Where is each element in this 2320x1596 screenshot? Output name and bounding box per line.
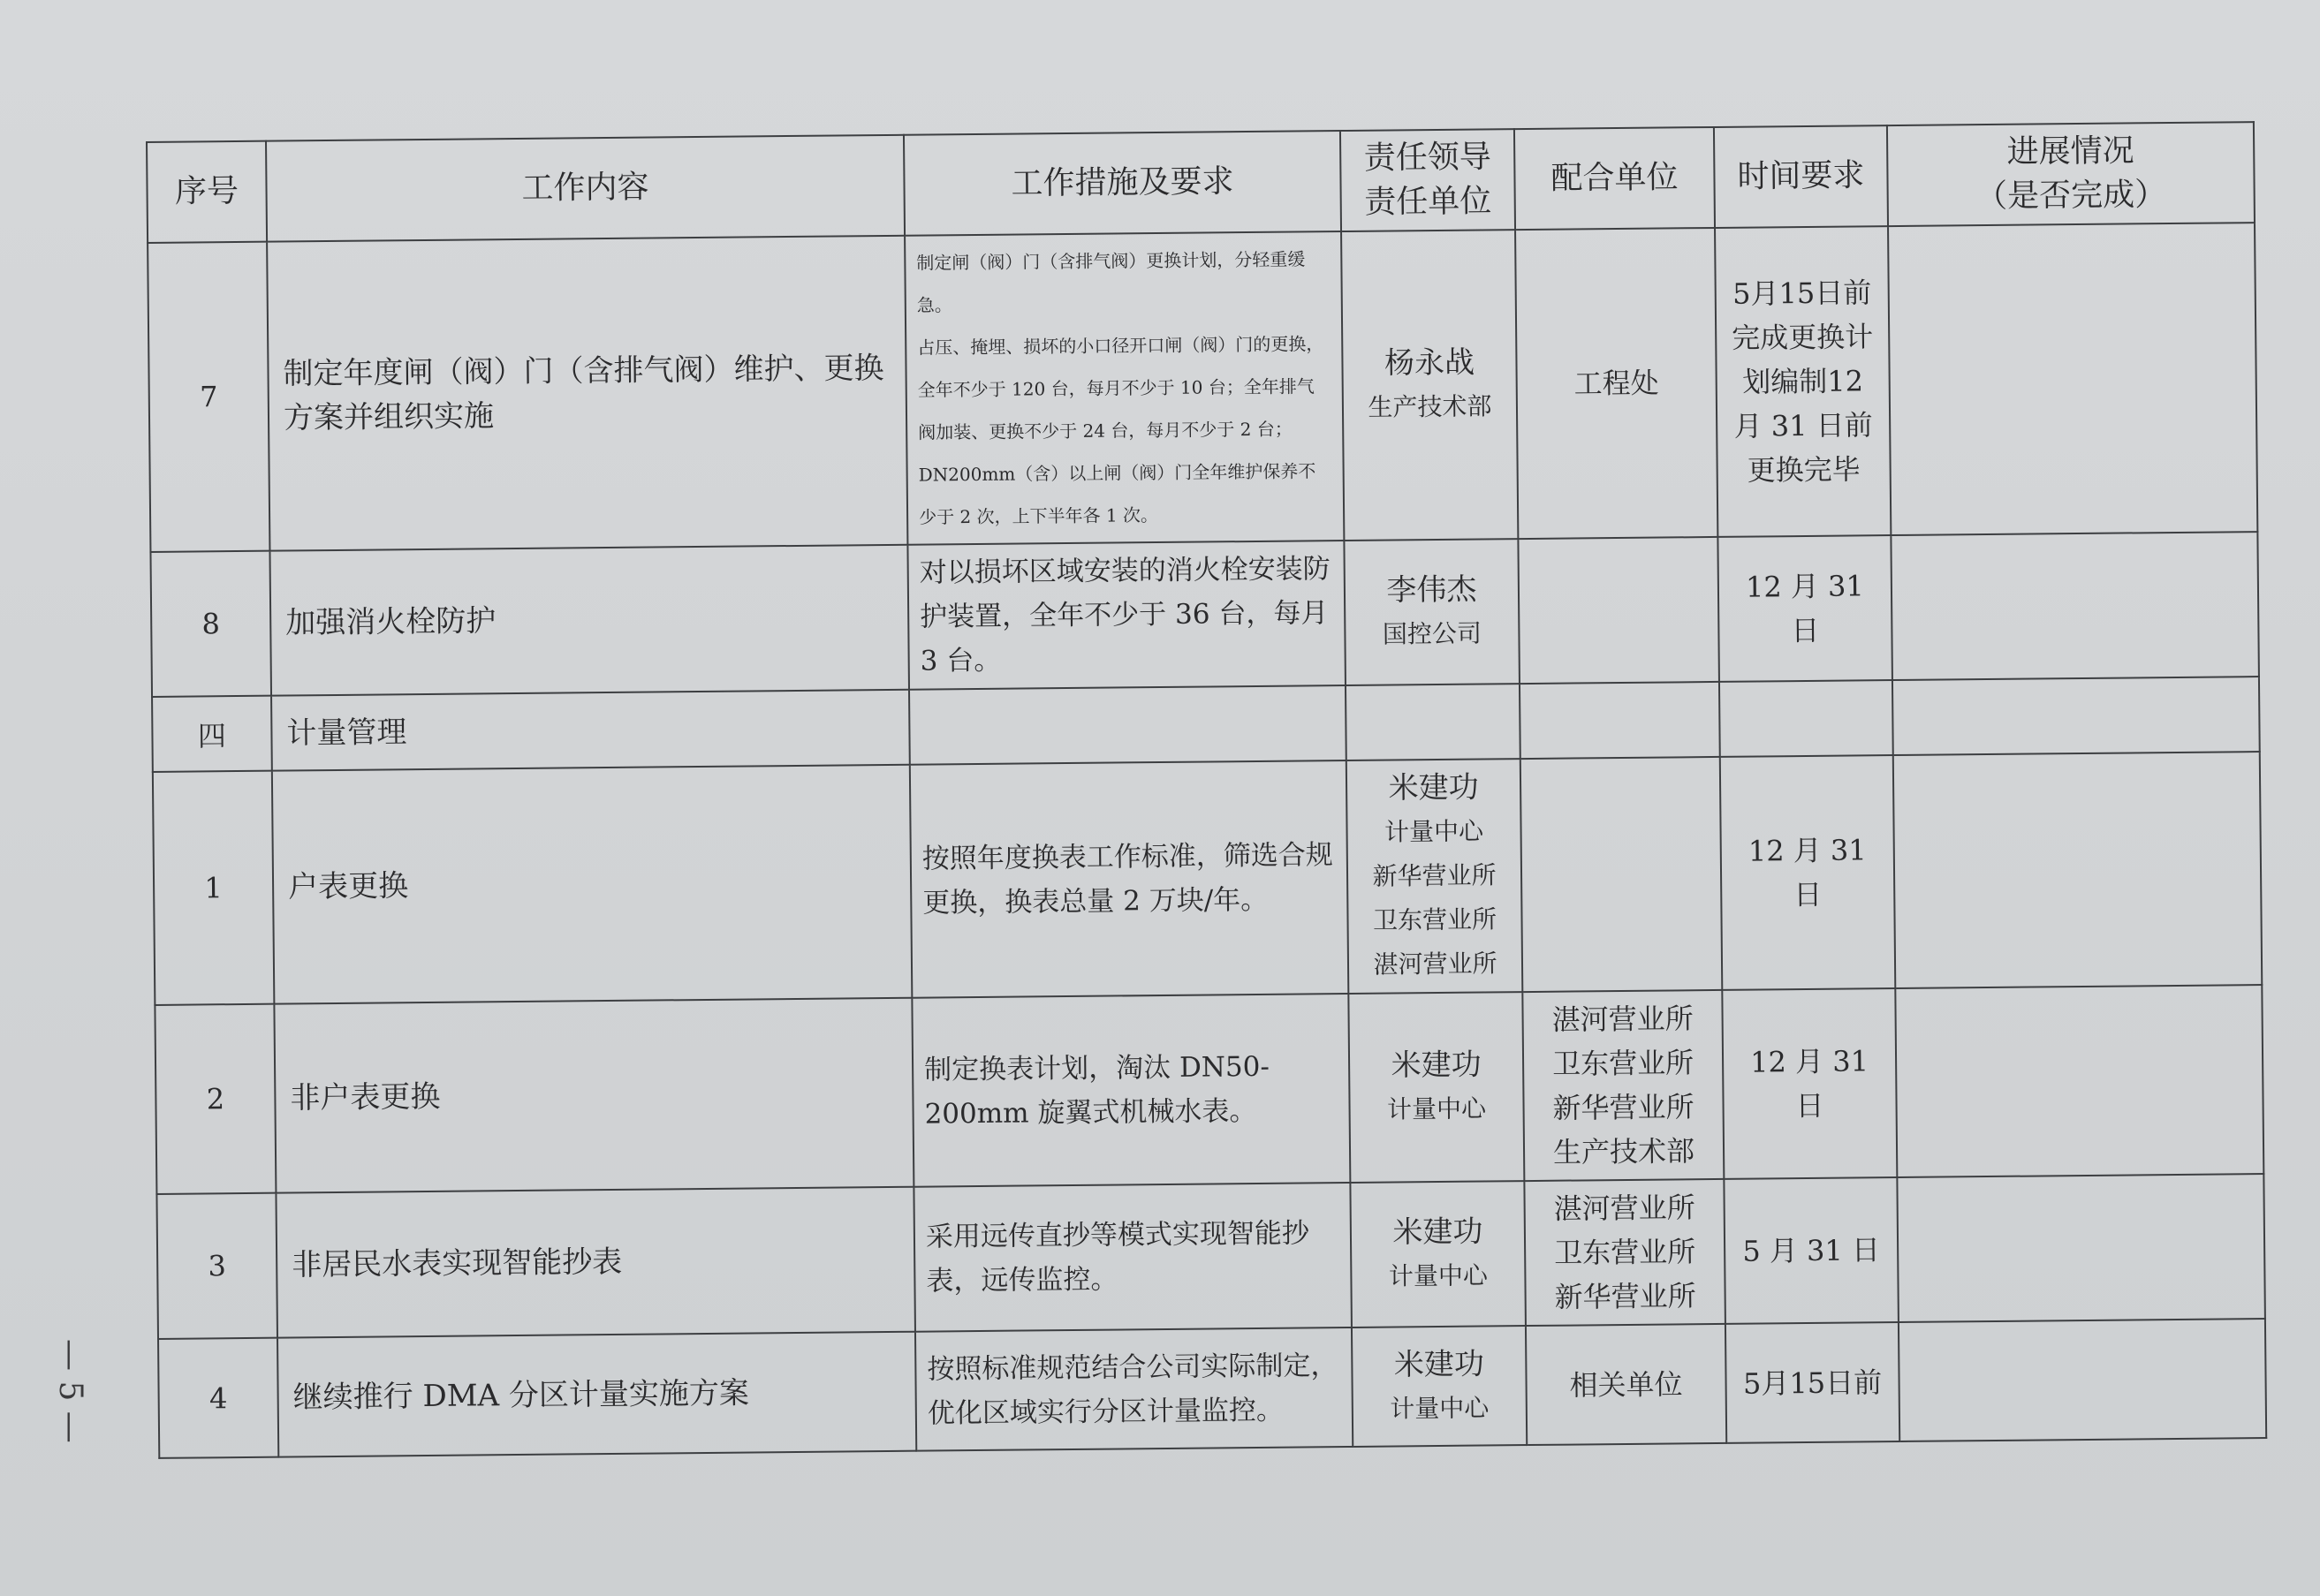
row-number: 3 (156, 1193, 277, 1339)
header-no: 序号 (147, 141, 267, 243)
coop-unit-line: 卫东营业所 (1553, 1235, 1696, 1270)
coop-unit-line: 新华营业所 (1554, 1279, 1696, 1314)
work-measures (915, 1327, 1353, 1451)
lead-name: 米建功 (1393, 1346, 1485, 1383)
coop-unit-line: 工程处 (1573, 366, 1659, 401)
measure-line: 按照年度换表工作标准，筛选合规更换，换表总量 2 万块/年。 (921, 839, 1333, 919)
coop-unit (1522, 990, 1724, 1181)
time-requirement: 12 月 31 日 (1717, 535, 1892, 682)
progress-cell (1899, 1319, 2266, 1441)
header-time: 时间要求 (1714, 125, 1888, 228)
coop-unit-line: 新华营业所 (1552, 1090, 1695, 1125)
page-number: — 5 — (52, 1339, 88, 1443)
table-row (158, 1319, 2266, 1458)
lead-unit: 新华营业所 (1372, 860, 1497, 891)
responsible-lead (1344, 539, 1520, 685)
coop-unit (1518, 537, 1719, 684)
coop-unit-line: 卫东营业所 (1551, 1046, 1695, 1081)
table-row (150, 532, 2258, 697)
empty-cell (1520, 682, 1720, 759)
lead-name: 米建功 (1391, 1047, 1482, 1084)
section-number: 四 (152, 696, 272, 772)
work-measures (905, 231, 1344, 545)
work-content: 制定年度闸（阀）门（含排气阀）维护、更换方案并组织实施 (267, 236, 907, 551)
progress-cell (1891, 532, 2259, 680)
lead-unit: 生产技术部 (1368, 391, 1492, 422)
coop-unit-line: 湛河营业所 (1551, 1002, 1694, 1037)
lead-name: 李伟杰 (1386, 571, 1477, 609)
lead-unit: 国控公司 (1382, 618, 1482, 649)
table-row (153, 752, 2262, 1005)
responsible-lead (1352, 1326, 1527, 1447)
progress-cell (1897, 1174, 2265, 1322)
responsible-lead (1346, 759, 1523, 994)
coop-unit (1520, 757, 1723, 992)
time-requirement: 12 月 31 日 (1720, 755, 1896, 990)
header-measures: 工作措施及要求 (904, 131, 1341, 236)
progress-cell (1895, 985, 2263, 1177)
time-requirement: 5月15日前完成更换计划编制12 月 31 日前更换完毕 (1715, 226, 1891, 537)
empty-cell (1892, 677, 2260, 755)
work-content: 户表更换 (272, 765, 913, 1004)
work-content: 加强消火栓防护 (269, 545, 909, 696)
header-content: 工作内容 (266, 135, 905, 242)
row-number: 1 (153, 771, 275, 1005)
measure-line: 占压、掩埋、损坏的小口径开口闸（阀）门的更换，全年不少于 120 台，每月不少于 10 台；全年排气阀加装、更换不少于 24 台，每月不少于 2 台；DN200mm（含）以上闸（阀）门全年维护保养不少于 2 次，上下半年各 1 次。 (917, 333, 1324, 528)
lead-unit: 湛河营业所 (1373, 949, 1497, 980)
empty-cell (1346, 684, 1520, 760)
empty-cell (1719, 680, 1893, 757)
measure-line: 对以损坏区域安装的消火栓安装防护装置，全年不少于 36 台，每月 3 台。 (919, 553, 1331, 677)
coop-unit-line: 相关单位 (1569, 1366, 1683, 1403)
work-measures (912, 994, 1350, 1187)
progress-cell (1888, 223, 2257, 535)
measure-line: 采用远传直抄等模式实现智能抄表，远传监控。 (925, 1217, 1310, 1297)
table-row (155, 985, 2263, 1194)
row-number: 8 (150, 551, 271, 697)
table-row (156, 1174, 2264, 1339)
work-measures (914, 1183, 1352, 1332)
coop-unit-line: 湛河营业所 (1553, 1191, 1695, 1226)
coop-unit (1526, 1324, 1726, 1445)
table-row (148, 223, 2257, 552)
lead-unit: 计量中心 (1390, 1392, 1490, 1424)
work-content: 继续推行 DMA 分区计量实施方案 (277, 1332, 916, 1457)
header-coop: 配合单位 (1514, 127, 1715, 230)
time-requirement: 12 月 31 日 (1722, 988, 1897, 1179)
responsible-lead (1341, 230, 1518, 541)
header-progress-line1: 进展情况 (2006, 132, 2134, 170)
work-measures (907, 541, 1346, 690)
lead-name: 米建功 (1392, 1214, 1483, 1251)
responsible-lead (1348, 992, 1524, 1183)
measure-line: 制定闸（阀）门（含排气阀）更换计划，分轻重缓急。 (916, 248, 1306, 316)
lead-name: 米建功 (1388, 769, 1479, 806)
coop-unit (1515, 228, 1717, 539)
row-number: 4 (158, 1338, 278, 1458)
time-requirement: 5 月 31 日 (1724, 1177, 1899, 1324)
section-title: 计量管理 (271, 690, 910, 771)
coop-unit-line: 生产技术部 (1552, 1134, 1695, 1169)
header-lead (1340, 129, 1515, 231)
responsible-lead (1350, 1181, 1526, 1327)
lead-name: 杨永战 (1384, 344, 1475, 382)
lead-unit: 卫东营业所 (1372, 904, 1497, 935)
work-content: 非居民水表实现智能抄表 (276, 1187, 915, 1338)
coop-unit (1524, 1179, 1725, 1326)
lead-unit: 计量中心 (1388, 1260, 1489, 1291)
header-row (147, 122, 2255, 243)
work-plan-table (146, 121, 2267, 1459)
time-requirement: 5月15日前 (1725, 1322, 1899, 1443)
lead-unit: 计量中心 (1386, 1093, 1487, 1124)
progress-cell (1893, 752, 2263, 988)
header-lead-line1: 责任领导 (1363, 139, 1491, 177)
work-measures (910, 760, 1349, 998)
work-content: 非户表更换 (274, 998, 914, 1193)
header-progress-line2: （是否完成） (1975, 177, 2167, 216)
lead-unit: 计量中心 (1384, 816, 1484, 847)
measure-line: 按照标准规范结合公司实际制定，优化区域实行分区计量监控。 (927, 1349, 1338, 1430)
header-progress (1887, 122, 2255, 226)
row-number: 2 (155, 1004, 276, 1194)
row-number: 7 (148, 242, 269, 552)
empty-cell (909, 685, 1346, 765)
header-lead-line2: 责任单位 (1364, 183, 1492, 221)
measure-line: 制定换表计划，淘汰 DN50-200mm 旋翼式机械水表。 (923, 1050, 1270, 1131)
